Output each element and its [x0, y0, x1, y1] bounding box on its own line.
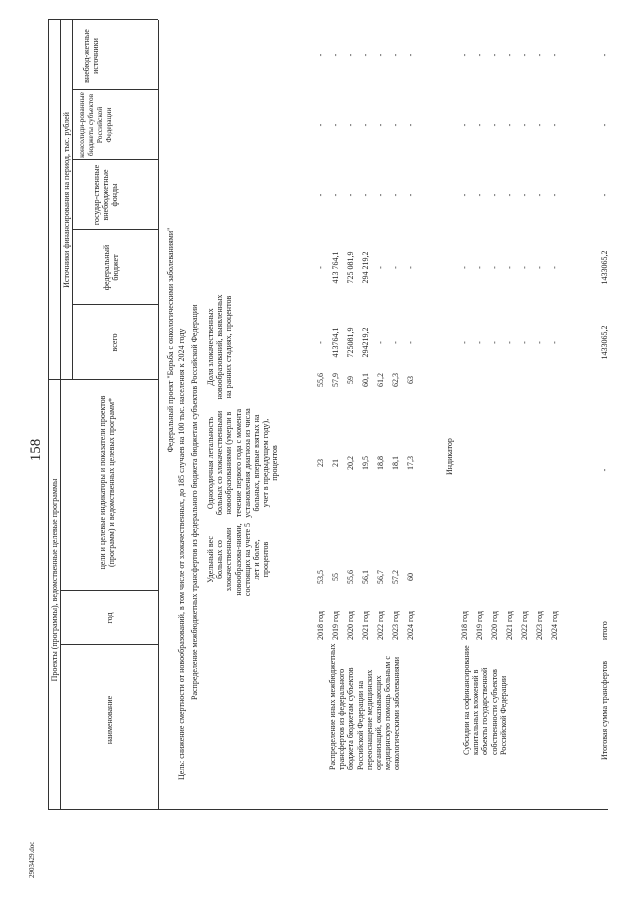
indicator-label-1: Удельный вес больных со злокачественными новообразова-ниями, состоящих на учете 5 лет и более, процентов [206, 522, 271, 597]
row-state-funds: - [520, 193, 529, 197]
column-header-consolidated-budgets: консолиди-рованные бюджеты субъектов Российской Федерации [77, 92, 113, 158]
transfers-title: Распределение межбюджетных трансфертов из федерального бюджета бюджетам субъектов Российской Федерации [190, 304, 199, 700]
row-indicator-3: 59 [346, 376, 355, 384]
column-header-federal-budget: федеральный бюджет [102, 244, 121, 291]
row-total: - [376, 341, 385, 344]
row-total: - [490, 341, 499, 344]
indicator-heading: Индикатор [445, 438, 454, 475]
row-indicator-3: 63 [406, 376, 415, 384]
row-indicator-1: 57,2 [391, 570, 400, 584]
indicator-label-2: Одногодичная летальность больных со злокачественными новообразованиями (умерли в течение первого года с момента установления диагноза из числа больных, впервые взятых на учет в предыдущем году), процентов [206, 408, 280, 518]
row-year: 2022 год [520, 611, 529, 640]
column-header-other-sources: внебюд-жетные источники [82, 29, 101, 83]
row-state-funds: - [391, 193, 400, 197]
row-federal-budget: - [460, 266, 469, 269]
row-state-funds: - [475, 193, 484, 197]
row-other-sources: - [346, 53, 355, 57]
row-total: - [391, 341, 400, 344]
row-consolidated: - [346, 123, 355, 127]
row-indicator-2: 23 [316, 459, 325, 467]
row-federal-budget: - [475, 266, 484, 269]
row-indicator-1: 55 [331, 573, 340, 581]
row-indicator-2: 21 [331, 459, 340, 467]
row-total: - [460, 341, 469, 344]
totals-other-sources: - [600, 53, 609, 57]
indicator-label-3: Доля злокачественных новообразований, выявленных на ранних стадиях, процентов [206, 294, 234, 400]
row-consolidated: - [535, 123, 544, 127]
row-indicator-2: 18,8 [376, 456, 385, 470]
row-federal-budget: - [316, 266, 325, 269]
row-total: - [535, 341, 544, 344]
row-indicator-2: 20,2 [346, 456, 355, 470]
totals-name: Итоговая сумма трансфертов [600, 661, 609, 760]
row-other-sources: - [550, 53, 559, 57]
page-number: 158 [28, 438, 44, 462]
row-total: 725081,9 [346, 327, 355, 358]
row-total: 294219,2 [361, 327, 370, 358]
row-consolidated: - [361, 123, 370, 127]
row-year: 2024 год [550, 611, 559, 640]
row-other-sources: - [376, 53, 385, 57]
column-header-state-funds: государ-ственные внебюджетные фонды [92, 164, 120, 226]
row-other-sources: - [460, 53, 469, 57]
column-header-name: наименование [105, 695, 114, 745]
row-indicator-3: 57,9 [331, 373, 340, 387]
row-consolidated: - [520, 123, 529, 127]
row-state-funds: - [550, 193, 559, 197]
row-other-sources: - [475, 53, 484, 57]
row-year: 2024 год [406, 611, 415, 640]
row-total: - [316, 341, 325, 344]
document-code: 2903429.doc [28, 841, 36, 878]
row-federal-budget: - [376, 266, 385, 269]
row-other-sources: - [316, 53, 325, 57]
row-indicator-1: 53,5 [316, 570, 325, 584]
row-indicator-3: 55,6 [316, 373, 325, 387]
totals-federal-budget: 1433065,2 [600, 250, 609, 285]
row-federal-budget: - [505, 266, 514, 269]
totals-year: итого [600, 621, 609, 640]
row-federal-budget: - [406, 266, 415, 269]
row-consolidated: - [376, 123, 385, 127]
row-state-funds: - [346, 193, 355, 197]
row-federal-budget: 725 081,9 [346, 251, 355, 284]
row-indicator-2: 17,3 [406, 456, 415, 470]
row-state-funds: - [460, 193, 469, 197]
row-year: 2020 год [490, 611, 499, 640]
row-other-sources: - [490, 53, 499, 57]
row-state-funds: - [535, 193, 544, 197]
row-other-sources: - [406, 53, 415, 57]
row-indicator-1: 55,6 [346, 570, 355, 584]
row-other-sources: - [505, 53, 514, 57]
project-goal: Цель: снижение смертности от новообразований, в том числе от злокачественных, до 185 случаев на 100 тыс. населения к 2024 году [177, 328, 186, 780]
row-year: 2022 год [376, 611, 385, 640]
row-other-sources: - [520, 53, 529, 57]
row-consolidated: - [406, 123, 415, 127]
row-state-funds: - [376, 193, 385, 197]
row-year: 2019 год [331, 611, 340, 640]
row-year: 2021 год [361, 611, 370, 640]
row-consolidated: - [490, 123, 499, 127]
block1-name: Распределение иных межбюджетных трансфертов из федерального бюджета бюджетам субъектов Российской Федерации на переоснащение медицинских организаций, оказывающих медицинскую помощь больным с онкологическими заболеваниями [328, 643, 402, 770]
row-indicator-3: 61,2 [376, 373, 385, 387]
row-year: 2020 год [346, 611, 355, 640]
row-consolidated: - [316, 123, 325, 127]
row-year: 2018 год [460, 611, 469, 640]
row-federal-budget: - [520, 266, 529, 269]
totals-indicator-2: - [600, 468, 609, 472]
row-state-funds: - [361, 193, 370, 197]
row-consolidated: - [505, 123, 514, 127]
row-state-funds: - [490, 193, 499, 197]
projects-group-title: Проекты (программы), ведомственные целевые программы [50, 478, 59, 682]
row-total: - [406, 341, 415, 344]
row-total: - [475, 341, 484, 344]
row-consolidated: - [460, 123, 469, 127]
row-total: - [520, 341, 529, 344]
row-other-sources: - [361, 53, 370, 57]
funding-sources-title: Источники финансирования на период, тыс. рублей [62, 112, 71, 288]
row-federal-budget: 294 219,2 [361, 251, 370, 284]
row-state-funds: - [406, 193, 415, 197]
row-consolidated: - [331, 123, 340, 127]
row-total: - [550, 341, 559, 344]
row-indicator-2: 18,1 [391, 456, 400, 470]
document-page [20, 20, 620, 880]
row-consolidated: - [550, 123, 559, 127]
row-indicator-3: 60,1 [361, 373, 370, 387]
row-federal-budget: - [490, 266, 499, 269]
row-year: 2019 год [475, 611, 484, 640]
block2-name: Субсидии на софинансирование капитальных вложений в объекты государственной собственности субъектов Российской Федерации [462, 645, 508, 755]
row-state-funds: - [316, 193, 325, 197]
row-year: 2023 год [391, 611, 400, 640]
column-header-total: всего [110, 333, 119, 352]
row-year: 2021 год [505, 611, 514, 640]
row-indicator-1: 56,1 [361, 570, 370, 584]
row-consolidated: - [475, 123, 484, 127]
row-consolidated: - [391, 123, 400, 127]
row-other-sources: - [391, 53, 400, 57]
row-year: 2018 год [316, 611, 325, 640]
totals-consolidated: - [600, 123, 609, 127]
row-federal-budget: - [391, 266, 400, 269]
column-header-year: год [105, 612, 114, 624]
row-indicator-1: 56,7 [376, 570, 385, 584]
row-federal-budget: 413 764,1 [331, 251, 340, 284]
row-year: 2023 год [535, 611, 544, 640]
row-other-sources: - [535, 53, 544, 57]
row-indicator-3: 62,3 [391, 373, 400, 387]
row-state-funds: - [505, 193, 514, 197]
row-indicator-1: 60 [406, 573, 415, 581]
row-other-sources: - [331, 53, 340, 57]
row-federal-budget: - [535, 266, 544, 269]
row-indicator-2: 19,5 [361, 456, 370, 470]
totals-sum-total: 1433065,2 [600, 325, 609, 360]
totals-state-funds: - [600, 193, 609, 197]
federal-project-title: Федеральный проект "Борьба с онкологическими заболеваниями" [166, 227, 175, 453]
row-federal-budget: - [550, 266, 559, 269]
row-total: - [505, 341, 514, 344]
row-total: 413764,1 [331, 327, 340, 358]
row-state-funds: - [331, 193, 340, 197]
column-header-goals: цели и целевые индикаторы и показатели проектов (программ) и ведомственных целевых программ* [98, 395, 117, 570]
